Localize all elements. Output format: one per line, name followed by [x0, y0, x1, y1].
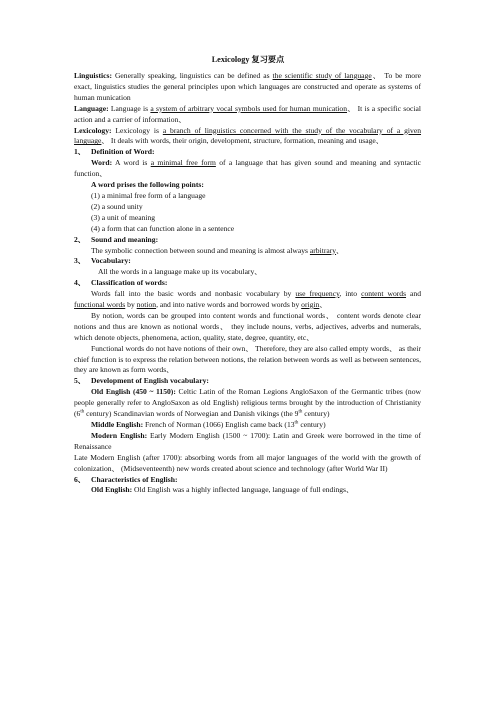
- middle-english-text: French of Norman (1066) English came back (13: [143, 420, 295, 429]
- old-english-text: century) Scandinavian words of Norwegian and Danish vikings (the 9: [84, 409, 299, 419]
- classification-text: and: [406, 289, 422, 299]
- classification-text: 、: [319, 300, 327, 310]
- middle-english-text: century): [298, 420, 326, 429]
- sound-meaning-post: 、: [336, 245, 344, 255]
- section-4-heading: [74, 278, 421, 289]
- content-words-underlined: content words: [361, 289, 407, 299]
- page-title: Lexicology 复习要点: [211, 55, 285, 64]
- lexicology-text-post: 、 It deals with words, their origin, development, structure, formation, meaning and usage、: [101, 136, 384, 146]
- linguistics-text-pre: Generally speaking, linguistics can be defined as: [111, 71, 273, 80]
- word-underlined: a minimal free form: [150, 158, 216, 168]
- section-title: Characteristics of English:: [91, 474, 178, 484]
- functional-words-underlined: functional words: [74, 300, 126, 310]
- section-6-heading: [74, 475, 421, 486]
- linguistics-text-post: 、 To be more exact, linguistics studies the general principles upon which languages are constructed and operate as systems of human munication: [74, 71, 421, 102]
- ordinal-suffix: th: [298, 409, 303, 415]
- section-title: Vocabulary:: [91, 256, 131, 266]
- functional-words-paragraph: Functional words do not have notions of their own、 Therefore, they are also called empty words、 as their chief function is to express the relation between notions, the relation between words as well as between sentences, they are known as form words、: [74, 343, 421, 375]
- language-text-post: 、 It is a specific social action and a carrier of information、: [74, 103, 422, 124]
- notion-underlined: notion: [136, 300, 157, 310]
- modern-english-text: Early Modern English (1500 ~ 1700): Latin and Greek were borrowed in the time of Renaissance: [74, 430, 422, 451]
- modern-english-term: Modern English:: [91, 430, 148, 440]
- middle-english-term: Middle English:: [91, 420, 144, 429]
- section-title: Development of English vocabulary:: [91, 376, 209, 386]
- old-english-text: Celtic Latin of the Roman Legions AngloSaxon of the Germantic tribes (now people generally refer to AngloSaxon as old English) religious terms brought by the introduction of Christianity (6: [74, 387, 422, 419]
- language-underlined: a system of arbitrary vocal symbols used for human munication: [150, 103, 348, 113]
- section-title: Definition of Word:: [91, 147, 155, 157]
- section-number: 2、: [74, 234, 86, 244]
- section-number: 4、: [74, 278, 86, 288]
- points-intro-text: A word prises the following points:: [91, 180, 204, 190]
- classification-text: , and into native words and borrowed words by: [156, 300, 302, 310]
- word-term: Word:: [91, 158, 113, 168]
- section-title: Sound and meaning:: [91, 234, 159, 244]
- lexicology-definition: [74, 126, 421, 148]
- middle-english-paragraph: [74, 420, 421, 431]
- document-body: [74, 71, 421, 496]
- section-2-heading: [74, 235, 421, 246]
- linguistics-term: Linguistics:: [74, 71, 112, 80]
- section-5-heading: [74, 376, 421, 387]
- linguistics-definition: [74, 71, 421, 104]
- word-text-post: of a language that has given sound and meaning and syntactic function、: [74, 158, 422, 179]
- classification-paragraph: [74, 289, 421, 311]
- old-english-text: century): [302, 409, 330, 419]
- section-number: 5、: [74, 376, 86, 386]
- origin-underlined: origin: [301, 300, 320, 310]
- section-title: Classification of words:: [91, 278, 168, 288]
- list-item: (4) a form that can function alone in a sentence: [91, 223, 235, 233]
- sound-meaning-pre: The symbolic connection between sound and meaning is almost always: [91, 245, 310, 255]
- points-intro: [74, 180, 421, 191]
- list-item: (3) a unit of meaning: [91, 212, 156, 222]
- classification-text: , into: [339, 289, 362, 299]
- late-modern-english-paragraph: Late Modern English (after 1700): absorbing words from all major languages of the world with the growth of colonization、 (Midseventeenth) new words created about science and technology (after World War II): [74, 452, 421, 473]
- list-item: (1) a minimal free form of a language: [91, 190, 206, 200]
- old-english-characteristics: [74, 485, 421, 496]
- section-1-heading: [74, 147, 421, 158]
- ordinal-suffix: th: [294, 420, 299, 426]
- use-frequency-underlined: use frequency: [295, 289, 340, 299]
- classification-text: by: [125, 300, 137, 310]
- content-words-paragraph: By notion, words can be grouped into content words and functional words、 content words denote clear notions and thus are known as notional words、 they include nouns, verbs, adjectives, adverbs and numerals, which denote objects, phenomena, action, quality, state, degree, quantity, etc、: [74, 310, 421, 342]
- old-english-term: Old English (450 ~ 1150):: [91, 387, 176, 397]
- section-number: 6、: [74, 474, 86, 484]
- word-text-pre: A word is: [112, 158, 151, 168]
- ordinal-suffix: th: [80, 409, 85, 415]
- language-term: Language:: [74, 103, 109, 113]
- lexicology-text-pre: Lexicology is: [111, 125, 163, 135]
- arbitrary-underlined: arbitrary: [309, 245, 337, 255]
- language-definition: [74, 104, 421, 126]
- vocabulary-text: All the words in a language make up its vocabulary、: [98, 267, 262, 277]
- old-english-paragraph: [74, 387, 421, 420]
- modern-english-paragraph: [74, 431, 421, 453]
- section-number: 1、: [74, 147, 86, 157]
- list-item: (2) a sound unity: [91, 201, 143, 211]
- classification-text: Words fall into the basic words and nonbasic vocabulary by: [91, 289, 296, 299]
- lexicology-underlined: a branch of linguistics concerned with the study of the vocabulary of a given language: [74, 125, 422, 146]
- section-3-heading: [74, 256, 421, 267]
- old-english-char-term: Old English:: [91, 485, 133, 495]
- language-text-pre: Language is: [108, 103, 151, 113]
- sound-meaning-text: [74, 246, 421, 257]
- lexicology-term: Lexicology:: [74, 125, 112, 135]
- old-english-char-text: Old English was a highly inflected language, language of full endings、: [132, 485, 354, 495]
- word-definition: [74, 158, 421, 180]
- linguistics-underlined: the scientific study of language: [272, 71, 372, 80]
- section-number: 3、: [74, 256, 86, 266]
